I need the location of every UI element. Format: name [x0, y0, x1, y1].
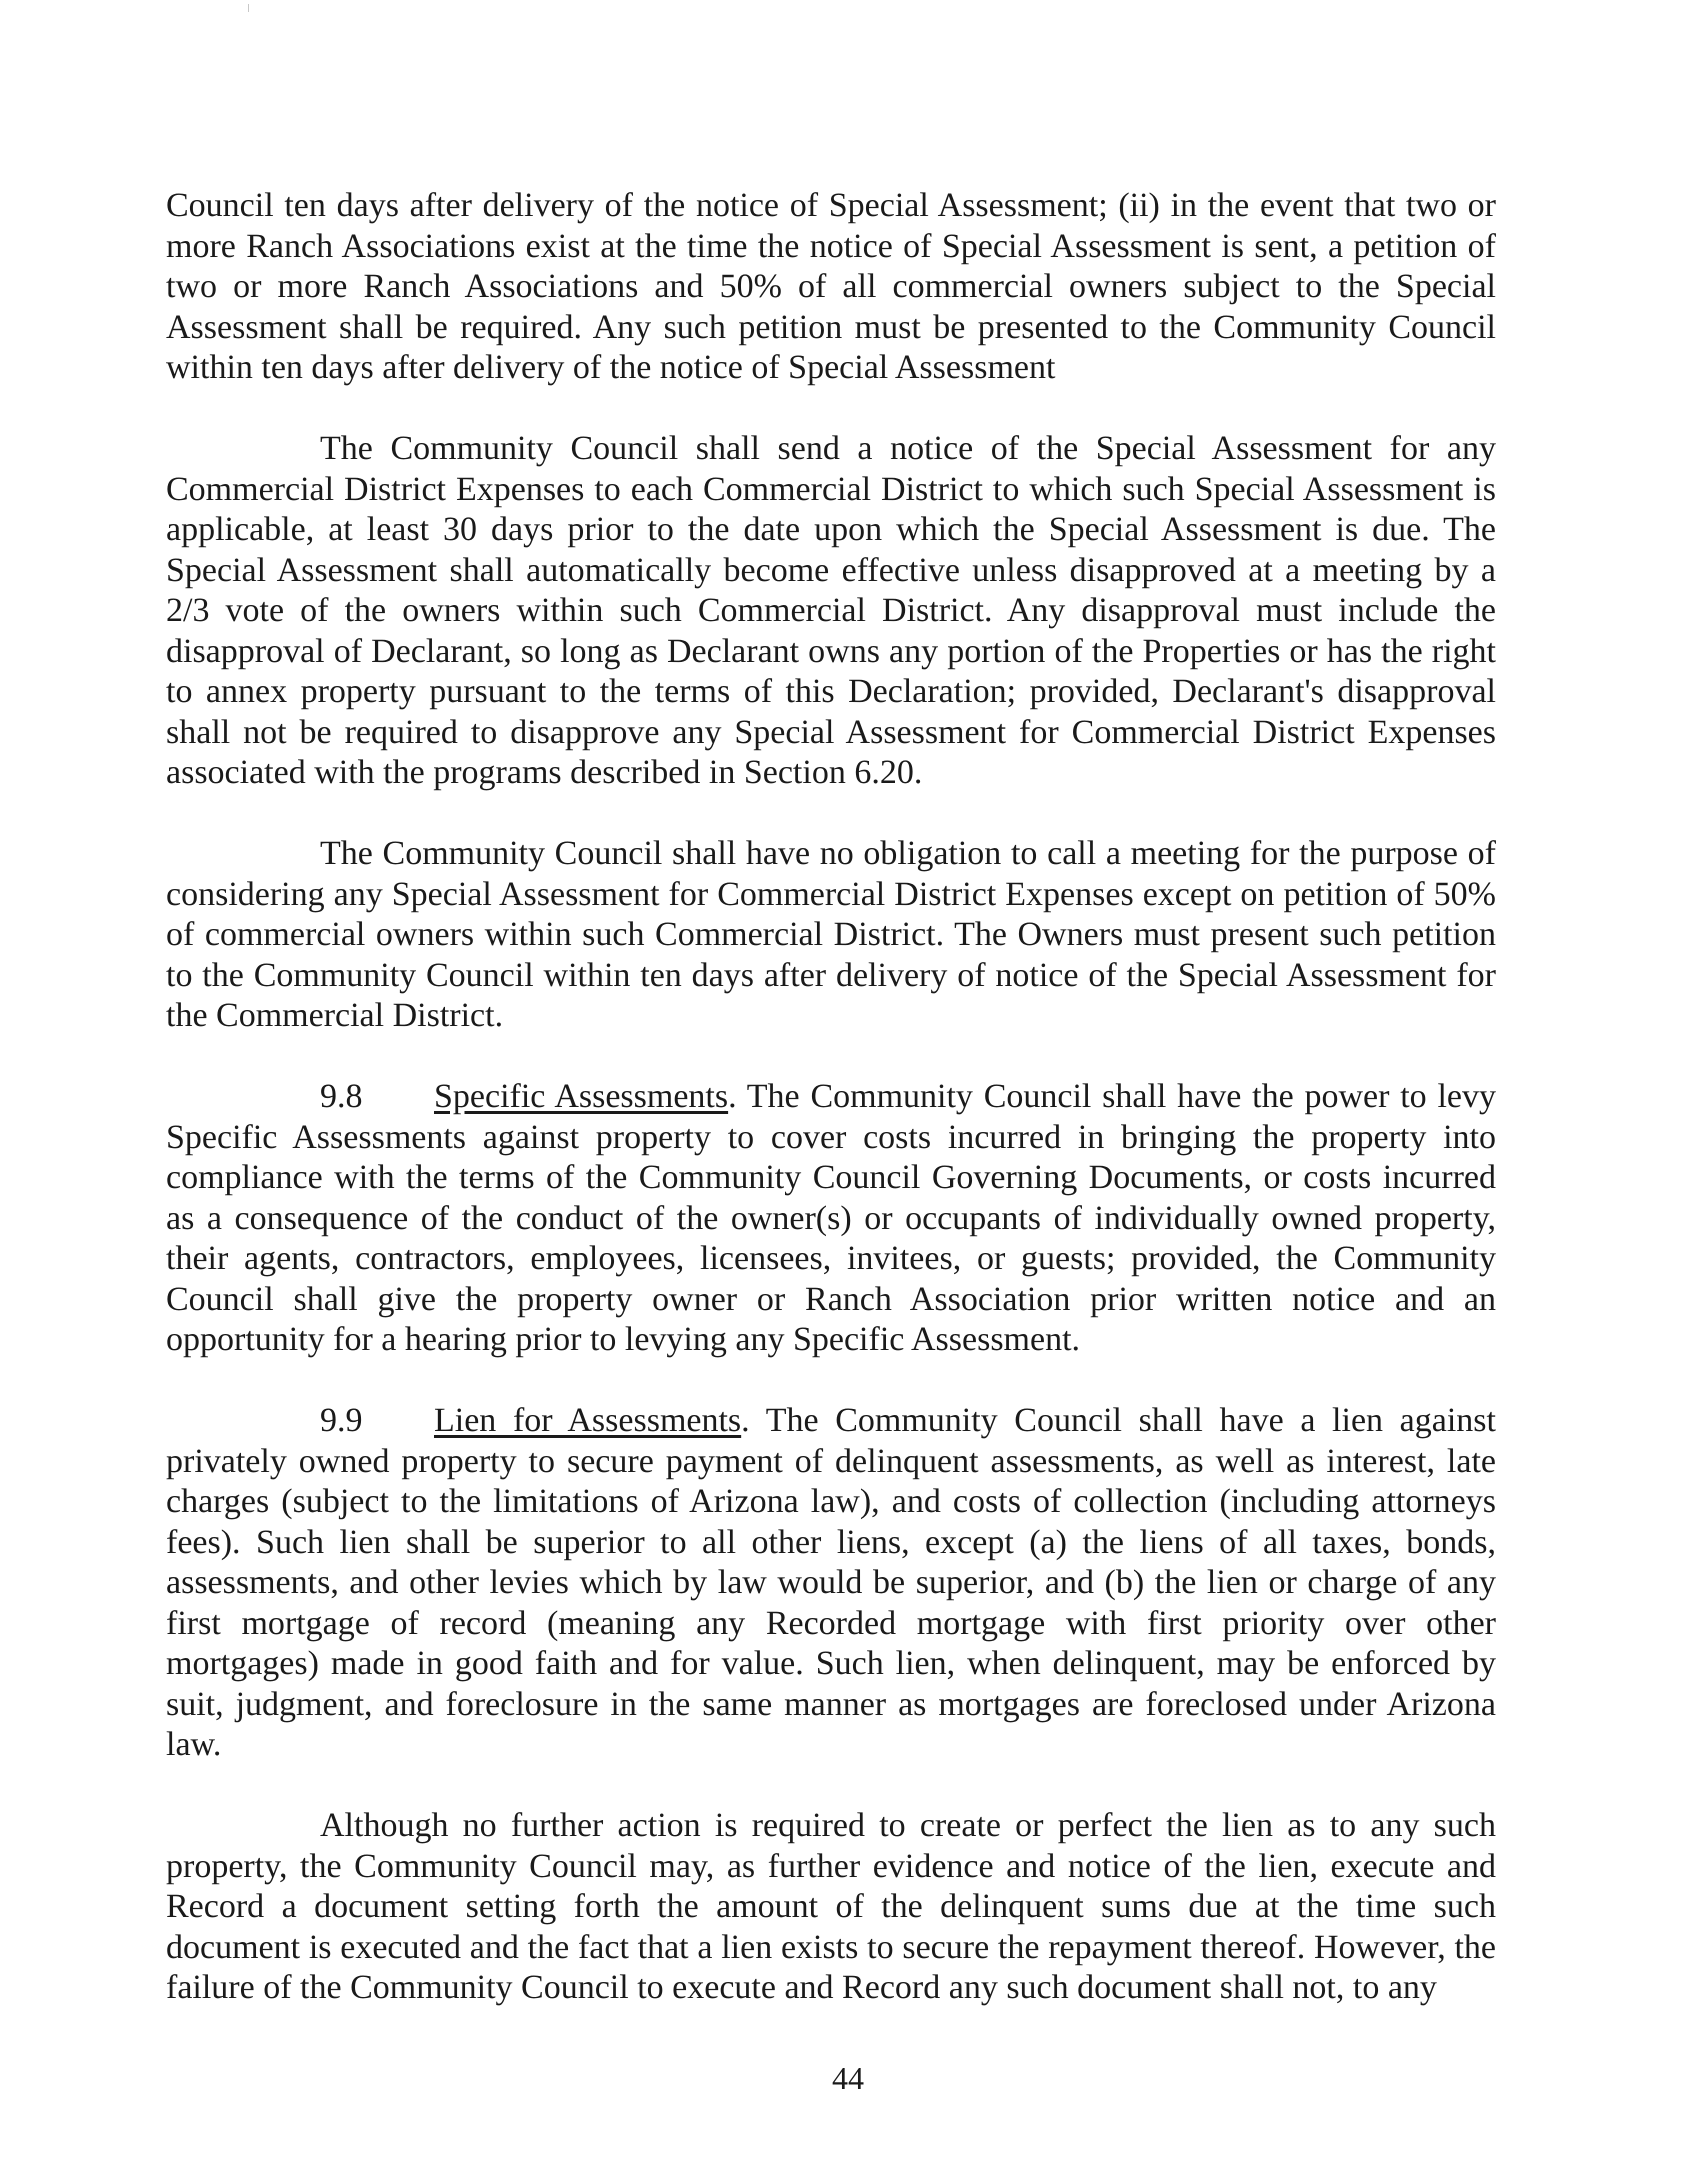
section-9-9 — [166, 1401, 1496, 1766]
body-text — [166, 186, 1496, 2009]
section-number: 9.9 — [320, 1402, 363, 1439]
section-9-8 — [166, 1077, 1496, 1361]
section-title: Specific Assessments — [434, 1078, 729, 1115]
paragraph-meeting-obligation: The Community Council shall have no obligation to call a meeting for the purpose of considering any Special Assessment for Commercial District Expenses except on petition of 50% of commercial owners within such Commercial District. The Owners must present such petition to the Community Council within ten days after delivery of notice of the Special Assessment for the Commercial District. — [166, 835, 1496, 1034]
scan-mark — [248, 4, 249, 12]
paragraph-lien-recording: Although no further action is required to create or perfect the lien as to any such property, the Community Council may, as further evidence and notice of the lien, execute and Record a document setting forth the amount of the delinquent sums due at the time such document is executed and the fact that a lien exists to secure the repayment thereof. However, the failure of the Community Council to execute and Record any such document shall not, to any — [166, 1807, 1496, 2006]
page-number: 44 — [832, 2060, 864, 2096]
section-body: . The Community Council shall have a lien against privately owned property to secure payment of delinquent assessments, as well as interest, late charges (subject to the limitations of Arizona law), and costs of collection (including attorneys fees). Such lien shall be superior to all other liens, except (a) the liens of all taxes, bonds, assessments, and other levies which by law would be superior, and (b) the lien or charge of any first mortgage of record (meaning any Recorded mortgage with first priority over other mortgages) made in good faith and for value. Such lien, when delinquent, may be enforced by suit, judgment, and foreclosure in the same manner as mortgages are foreclosed under Arizona law. — [166, 1402, 1496, 1763]
paragraph-commercial-district-notice: The Community Council shall send a notice of the Special Assessment for any Commercial District Expenses to each Commercial District to which such Special Assessment is applicable, at least 30 days prior to the date upon which the Special Assessment is due. The Special Assessment shall automatically become effective unless disapproved at a meeting by a 2/3 vote of the owners within such Commercial District. Any disapproval must include the disapproval of Declarant, so long as Declarant owns any portion of the Properties or has the right to annex property pursuant to the terms of this Declaration; provided, Declarant's disapproval shall not be required to disapprove any Special Assessment for Commercial District Expenses associated with the programs described in Section 6.20. — [166, 430, 1496, 791]
section-number: 9.8 — [320, 1078, 363, 1115]
paragraph-continuation: Council ten days after delivery of the notice of Special Assessment; (ii) in the event that two or more Ranch Associations exist at the time the notice of Special Assessment is sent, a petition of two or more Ranch Associations and 50% of all commercial owners subject to the Special Assessment shall be required. Any such petition must be presented to the Community Council within ten days after delivery of the notice of Special Assessment — [166, 187, 1496, 386]
section-title: Lien for Assessments — [434, 1402, 742, 1439]
section-body: . The Community Council shall have the power to levy Specific Assessments against property to cover costs incurred in bringing the property into compliance with the terms of the Community Council Governing Documents, or costs incurred as a consequence of the conduct of the owner(s) or occupants of individually owned property, their agents, contractors, employees, licensees, invitees, or guests; provided, the Community Council shall give the property owner or Ranch Association prior written notice and an opportunity for a hearing prior to levying any Specific Assessment. — [166, 1078, 1496, 1358]
